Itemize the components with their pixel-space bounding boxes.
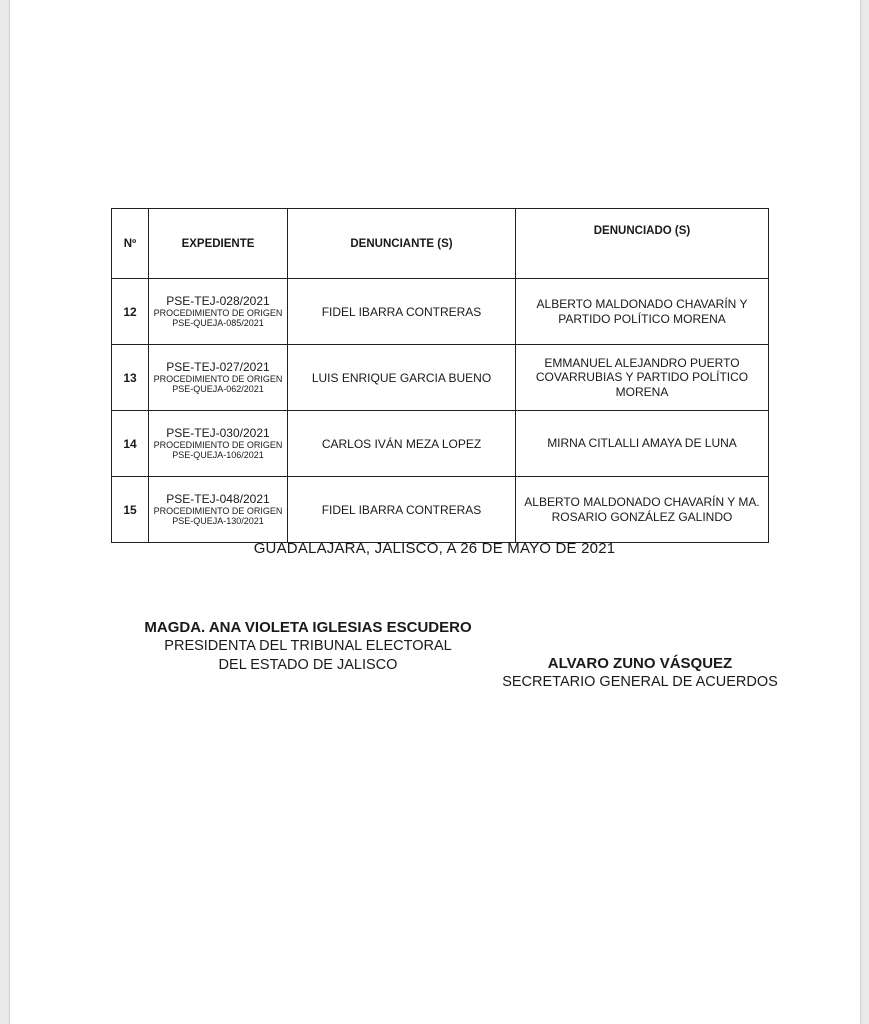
queja-number: PSE-QUEJA-062/2021 bbox=[172, 384, 264, 394]
signatory-title: PRESIDENTA DEL TRIBUNAL ELECTORAL bbox=[164, 638, 452, 654]
denunciado-text: MIRNA CITLALLI AMAYA DE LUNA bbox=[547, 436, 737, 451]
denunciado-cell bbox=[516, 279, 769, 345]
procedimiento-label: PROCEDIMIENTO DE ORIGEN bbox=[153, 505, 283, 516]
expediente-cell bbox=[149, 411, 288, 477]
place-date-line: GUADALAJARA, JALISCO, A 26 DE MAYO DE 2021 bbox=[253, 540, 616, 557]
queja-number: PSE-QUEJA-085/2021 bbox=[172, 318, 264, 328]
queja-number: PSE-QUEJA-106/2021 bbox=[172, 450, 264, 460]
denunciado-cell bbox=[516, 345, 769, 411]
denunciante-cell: FIDEL IBARRA CONTRERAS bbox=[288, 477, 516, 543]
signatory-name: MAGDA. ANA VIOLETA IGLESIAS ESCUDERO bbox=[144, 619, 472, 636]
denunciado-text: EMMANUEL ALEJANDRO PUERTO COVARRUBIAS Y PARTIDO POLÍTICO MORENA bbox=[535, 355, 749, 399]
table-row bbox=[112, 477, 769, 543]
table-row bbox=[112, 411, 769, 477]
expediente-cell bbox=[149, 477, 288, 543]
signature-block-secretary bbox=[480, 654, 800, 692]
table-row bbox=[112, 345, 769, 411]
header-expediente: EXPEDIENTE bbox=[149, 209, 288, 279]
row-number: 14 bbox=[112, 411, 149, 477]
denunciante-cell: CARLOS IVÁN MEZA LOPEZ bbox=[288, 411, 516, 477]
denunciado-cell bbox=[516, 477, 769, 543]
denunciante-cell: FIDEL IBARRA CONTRERAS bbox=[288, 279, 516, 345]
row-number: 15 bbox=[112, 477, 149, 543]
header-denunciante: DENUNCIANTE (S) bbox=[288, 209, 516, 279]
signatory-title: DEL ESTADO DE JALISCO bbox=[218, 657, 398, 673]
signatory-name: ALVARO ZUNO VÁSQUEZ bbox=[547, 655, 733, 672]
denunciado-text: ALBERTO MALDONADO CHAVARÍN Y MA. ROSARIO GONZÁLEZ GALINDO bbox=[524, 495, 760, 524]
procedimiento-label: PROCEDIMIENTO DE ORIGEN bbox=[153, 307, 283, 318]
row-number: 12 bbox=[112, 279, 149, 345]
docket-table bbox=[111, 208, 769, 543]
header-denunciado: DENUNCIADO (S) bbox=[516, 209, 769, 279]
expediente-cell bbox=[149, 279, 288, 345]
row-number: 13 bbox=[112, 345, 149, 411]
queja-number: PSE-QUEJA-130/2021 bbox=[172, 516, 264, 526]
signature-block-president bbox=[118, 618, 498, 675]
procedimiento-label: PROCEDIMIENTO DE ORIGEN bbox=[153, 439, 283, 450]
header-num: Nº bbox=[112, 209, 149, 279]
expediente-number: PSE-TEJ-028/2021 bbox=[166, 293, 270, 308]
expediente-number: PSE-TEJ-048/2021 bbox=[166, 491, 270, 506]
procedimiento-label: PROCEDIMIENTO DE ORIGEN bbox=[153, 373, 283, 384]
table-row bbox=[112, 279, 769, 345]
table-header-row bbox=[112, 209, 769, 279]
denunciado-text: ALBERTO MALDONADO CHAVARÍN Y PARTIDO POLÍTICO MORENA bbox=[536, 297, 748, 326]
signatory-title: SECRETARIO GENERAL DE ACUERDOS bbox=[502, 674, 778, 690]
expediente-number: PSE-TEJ-027/2021 bbox=[166, 359, 270, 374]
denunciante-cell: LUIS ENRIQUE GARCIA BUENO bbox=[288, 345, 516, 411]
expediente-number: PSE-TEJ-030/2021 bbox=[166, 425, 270, 440]
expediente-cell bbox=[149, 345, 288, 411]
denunciado-cell bbox=[516, 411, 769, 477]
